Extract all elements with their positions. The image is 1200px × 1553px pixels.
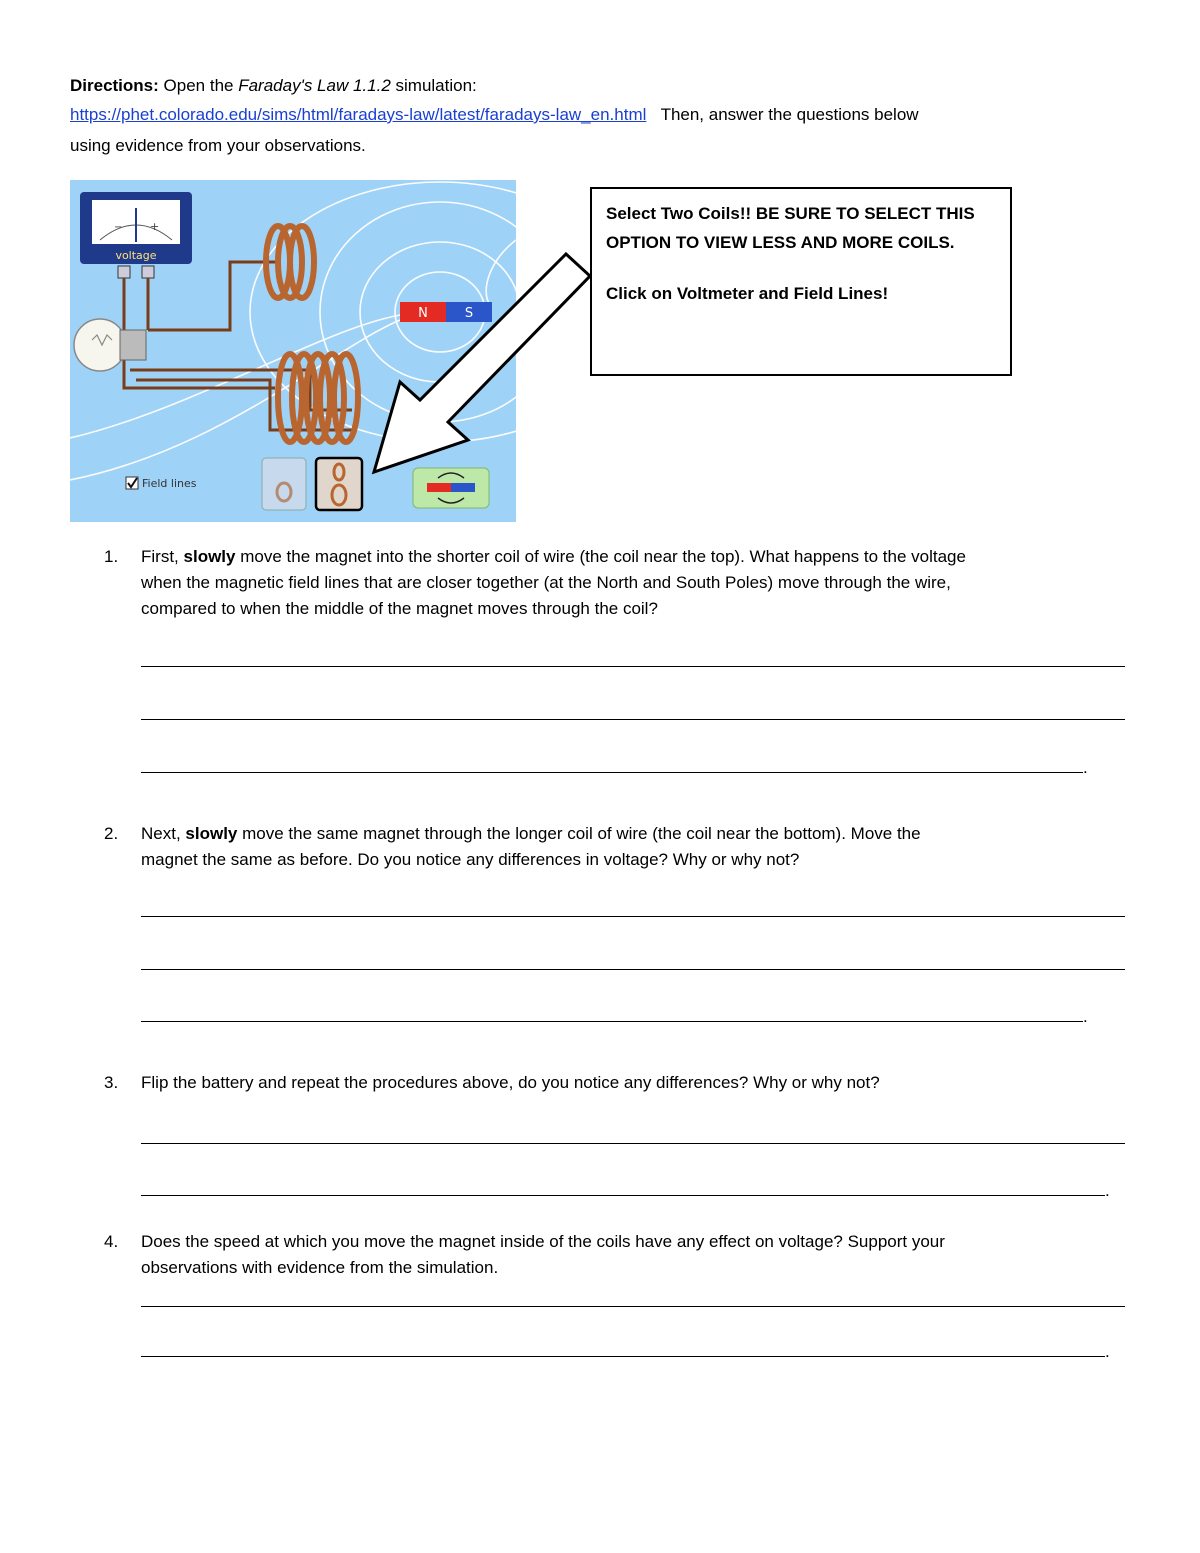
svg-text:−: − [114,222,123,233]
answer-line[interactable]: . [141,758,1088,778]
directions-line [70,72,477,100]
svg-text:+: + [150,220,160,233]
after-url-text: Then, answer the questions below [660,105,919,124]
callout-line-3: Click on Voltmeter and Field Lines! [606,284,889,303]
callout-line-2: OPTION TO VIEW LESS AND MORE COILS. [606,233,955,252]
emphasis: slowly [183,547,236,566]
sim-name: Faraday's Law 1.1.2 [238,76,391,95]
question-3: 3. Flip the battery and repeat the procedures above, do you notice any differences? Why or why not? [104,1070,1124,1096]
answer-line[interactable] [141,1129,1125,1149]
question-number: 4. [104,1232,119,1251]
directions-intro: Open the [163,76,234,95]
emphasis: slowly [185,824,238,843]
answer-line[interactable]: . [141,1007,1088,1027]
voltmeter-label: voltage [115,249,157,262]
question-1: 1. First, slowly move the magnet into the shorter coil of wire (the coil near the top). What happens to the voltage when the magnetic field lines that are closer together (at the North and South Poles) move through the wire, compared to when the middle of the magnet moves through the coil? [104,544,1124,622]
answer-line[interactable] [141,705,1125,725]
directions-intro-end: simulation: [395,76,477,95]
arrow-pointer [360,240,600,480]
two-coil-button[interactable] [316,458,362,510]
simulation-link[interactable]: https://phet.colorado.edu/sims/html/faradays-law/latest/faradays-law_en.html [70,105,647,124]
question-number: 3. [104,1073,119,1092]
answer-line[interactable]: . [141,1181,1110,1201]
question-2: 2. Next, slowly move the same magnet through the longer coil of wire (the coil near the bottom). Move the magnet the same as before. Do you notice any differences in voltage? Why or why not? [104,821,1124,873]
directions-line-3: using evidence from your observations. [70,136,366,155]
url-line [70,101,919,129]
field-lines-checkbox[interactable] [126,477,197,490]
answer-line[interactable]: . [141,1342,1110,1362]
directions-label: Directions: [70,76,159,95]
magnet-south-label: S [464,306,474,321]
answer-line[interactable] [141,1292,1125,1312]
field-lines-label: Field lines [142,477,197,490]
question-number: 2. [104,824,119,843]
answer-line[interactable] [141,652,1125,672]
answer-line[interactable] [141,902,1125,922]
magnet-north-label: N [418,306,428,321]
question-4: 4. Does the speed at which you move the magnet inside of the coils have any effect on voltage? Support your observations with evidence from the simulation. [104,1229,1124,1281]
one-coil-button[interactable] [262,458,306,510]
instruction-callout [590,187,1012,376]
answer-line[interactable] [141,955,1125,975]
question-number: 1. [104,547,119,566]
callout-line-1: Select Two Coils!! BE SURE TO SELECT THIS [606,204,975,223]
